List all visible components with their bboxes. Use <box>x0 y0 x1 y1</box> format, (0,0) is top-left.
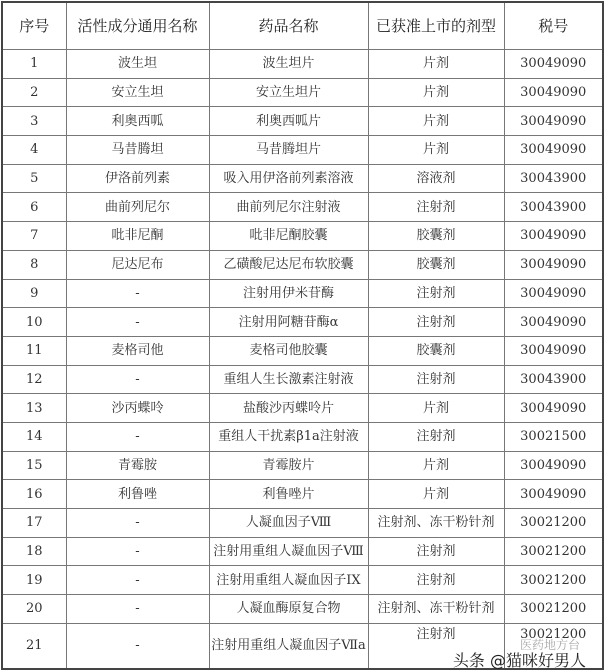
cell-drug-name: 马昔腾坦片 <box>209 136 368 165</box>
cell-ingredient: 麦格司他 <box>66 336 209 365</box>
header-index: 序号 <box>2 2 66 50</box>
cell-ingredient: 安立生坦 <box>66 78 209 107</box>
cell-ingredient: 曲前列尼尔 <box>66 193 209 222</box>
cell-ingredient: - <box>66 365 209 394</box>
cell-index: 14 <box>2 422 66 451</box>
cell-index: 17 <box>2 509 66 538</box>
cell-ingredient: 利鲁唑 <box>66 480 209 509</box>
cell-dosage-form: 溶液剂 <box>368 164 504 193</box>
cell-ingredient: 马昔腾坦 <box>66 136 209 165</box>
cell-index: 7 <box>2 222 66 251</box>
cell-ingredient: 沙丙蝶呤 <box>66 394 209 423</box>
cell-tax-code: 30021200 <box>504 537 603 566</box>
table-row <box>2 422 603 451</box>
cell-drug-name: 麦格司他胶囊 <box>209 336 368 365</box>
table-row <box>2 164 603 193</box>
cell-tax-code: 30049090 <box>504 308 603 337</box>
table-row <box>2 509 603 538</box>
cell-dosage-form: 注射剂、冻干粉针剂 <box>368 595 504 624</box>
cell-drug-name: 吸入用伊洛前列素溶液 <box>209 164 368 193</box>
table-row <box>2 394 603 423</box>
cell-tax-code: 30021200 <box>504 509 603 538</box>
cell-drug-name: 注射用伊米苷酶 <box>209 279 368 308</box>
cell-drug-name: 吡非尼酮胶囊 <box>209 222 368 251</box>
cell-index: 20 <box>2 595 66 624</box>
cell-drug-name: 乙磺酸尼达尼布软胶囊 <box>209 250 368 279</box>
header-drug-name: 药品名称 <box>209 2 368 50</box>
cell-dosage-form: 片剂 <box>368 78 504 107</box>
watermark: 头条 @猫咪好男人 <box>452 651 586 670</box>
cell-tax-code: 30049090 <box>504 394 603 423</box>
table-row <box>2 193 603 222</box>
cell-dosage-form: 注射剂 <box>368 279 504 308</box>
cell-dosage-form: 注射剂、冻干粉针剂 <box>368 509 504 538</box>
header-ingredient: 活性成分通用名称 <box>66 2 209 50</box>
cell-drug-name: 人凝血因子Ⅷ <box>209 509 368 538</box>
cell-drug-name: 曲前列尼尔注射液 <box>209 193 368 222</box>
cell-dosage-form: 片剂 <box>368 136 504 165</box>
drug-table <box>1 1 604 670</box>
cell-index: 5 <box>2 164 66 193</box>
cell-tax-code: 30049090 <box>504 451 603 480</box>
watermark-faint: 医药地方台 <box>519 638 580 652</box>
cell-index: 2 <box>2 78 66 107</box>
cell-drug-name: 注射用重组人凝血因子Ⅷ <box>209 537 368 566</box>
cell-drug-name: 利奥西呱片 <box>209 107 368 136</box>
cell-index: 16 <box>2 480 66 509</box>
cell-drug-name: 注射用阿糖苷酶α <box>209 308 368 337</box>
cell-ingredient: 吡非尼酮 <box>66 222 209 251</box>
table-row <box>2 480 603 509</box>
cell-index: 18 <box>2 537 66 566</box>
cell-ingredient: 伊洛前列素 <box>66 164 209 193</box>
cell-ingredient: 利奥西呱 <box>66 107 209 136</box>
cell-tax-code: 30043900 <box>504 164 603 193</box>
cell-dosage-form: 注射剂 <box>368 566 504 595</box>
cell-index: 4 <box>2 136 66 165</box>
cell-tax-code: 30049090 <box>504 279 603 308</box>
cell-ingredient: - <box>66 595 209 624</box>
cell-ingredient: - <box>66 537 209 566</box>
cell-drug-name: 重组人干扰素β1a注射液 <box>209 422 368 451</box>
cell-index: 3 <box>2 107 66 136</box>
cell-ingredient: - <box>66 279 209 308</box>
cell-index: 15 <box>2 451 66 480</box>
cell-ingredient: 青霉胺 <box>66 451 209 480</box>
table-row <box>2 566 603 595</box>
table-row <box>2 365 603 394</box>
table-row <box>2 451 603 480</box>
cell-dosage-form: 注射剂 <box>368 365 504 394</box>
cell-tax-code: 30049090 <box>504 136 603 165</box>
cell-dosage-form: 片剂 <box>368 394 504 423</box>
header-dosage-form: 已获准上市的剂型 <box>368 2 504 50</box>
cell-ingredient: - <box>66 566 209 595</box>
cell-drug-name: 人凝血酶原复合物 <box>209 595 368 624</box>
cell-tax-code: 30043900 <box>504 193 603 222</box>
cell-tax-code: 30049090 <box>504 78 603 107</box>
table-row <box>2 136 603 165</box>
cell-dosage-form: 片剂 <box>368 480 504 509</box>
cell-tax-code: 30049090 <box>504 336 603 365</box>
cell-dosage-form: 注射剂 <box>368 422 504 451</box>
cell-tax-code: 30049090 <box>504 50 603 79</box>
cell-drug-name: 盐酸沙丙蝶呤片 <box>209 394 368 423</box>
cell-ingredient: - <box>66 308 209 337</box>
cell-tax-code: 30043900 <box>504 365 603 394</box>
cell-dosage-form: 片剂 <box>368 50 504 79</box>
cell-drug-name: 注射用重组人凝血因子IX <box>209 566 368 595</box>
cell-ingredient: 波生坦 <box>66 50 209 79</box>
header-row <box>2 2 603 50</box>
cell-dosage-form: 胶囊剂 <box>368 336 504 365</box>
cell-dosage-form: 注射剂 <box>368 308 504 337</box>
cell-tax-code: 30049090 <box>504 222 603 251</box>
cell-tax-code: 30049090 <box>504 250 603 279</box>
cell-index: 8 <box>2 250 66 279</box>
table-row <box>2 222 603 251</box>
cell-dosage-form: 片剂 <box>368 451 504 480</box>
cell-ingredient: 尼达尼布 <box>66 250 209 279</box>
table-row <box>2 50 603 79</box>
cell-dosage-form: 注射剂 <box>368 193 504 222</box>
table-row <box>2 78 603 107</box>
cell-index: 21 <box>2 623 66 669</box>
cell-dosage-form: 胶囊剂 <box>368 250 504 279</box>
table-row <box>2 595 603 624</box>
cell-index: 11 <box>2 336 66 365</box>
cell-dosage-form: 胶囊剂 <box>368 222 504 251</box>
cell-dosage-form: 注射剂 <box>368 537 504 566</box>
table-row <box>2 537 603 566</box>
cell-dosage-form: 片剂 <box>368 107 504 136</box>
cell-index: 9 <box>2 279 66 308</box>
cell-ingredient: - <box>66 509 209 538</box>
table-row <box>2 107 603 136</box>
table-row <box>2 336 603 365</box>
table-row <box>2 308 603 337</box>
cell-ingredient: - <box>66 422 209 451</box>
cell-tax-code: 30021200 <box>504 595 603 624</box>
cell-drug-name: 安立生坦片 <box>209 78 368 107</box>
cell-drug-name: 青霉胺片 <box>209 451 368 480</box>
cell-index: 19 <box>2 566 66 595</box>
cell-index: 13 <box>2 394 66 423</box>
cell-index: 10 <box>2 308 66 337</box>
cell-tax-code: 30021200 <box>504 623 603 669</box>
header-tax-code: 税号 <box>504 2 603 50</box>
cell-tax-code: 30049090 <box>504 107 603 136</box>
cell-dosage-form: 注射剂 <box>368 623 504 669</box>
cell-drug-name: 重组人生长激素注射液 <box>209 365 368 394</box>
cell-drug-name: 波生坦片 <box>209 50 368 79</box>
cell-tax-code: 30021200 <box>504 566 603 595</box>
cell-drug-name: 注射用重组人凝血因子Ⅶa <box>209 623 368 669</box>
table-row <box>2 279 603 308</box>
cell-index: 1 <box>2 50 66 79</box>
cell-tax-code: 30021500 <box>504 422 603 451</box>
cell-tax-code: 30049090 <box>504 480 603 509</box>
cell-drug-name: 利鲁唑片 <box>209 480 368 509</box>
cell-index: 12 <box>2 365 66 394</box>
table-row <box>2 250 603 279</box>
cell-ingredient: - <box>66 623 209 669</box>
cell-index: 6 <box>2 193 66 222</box>
